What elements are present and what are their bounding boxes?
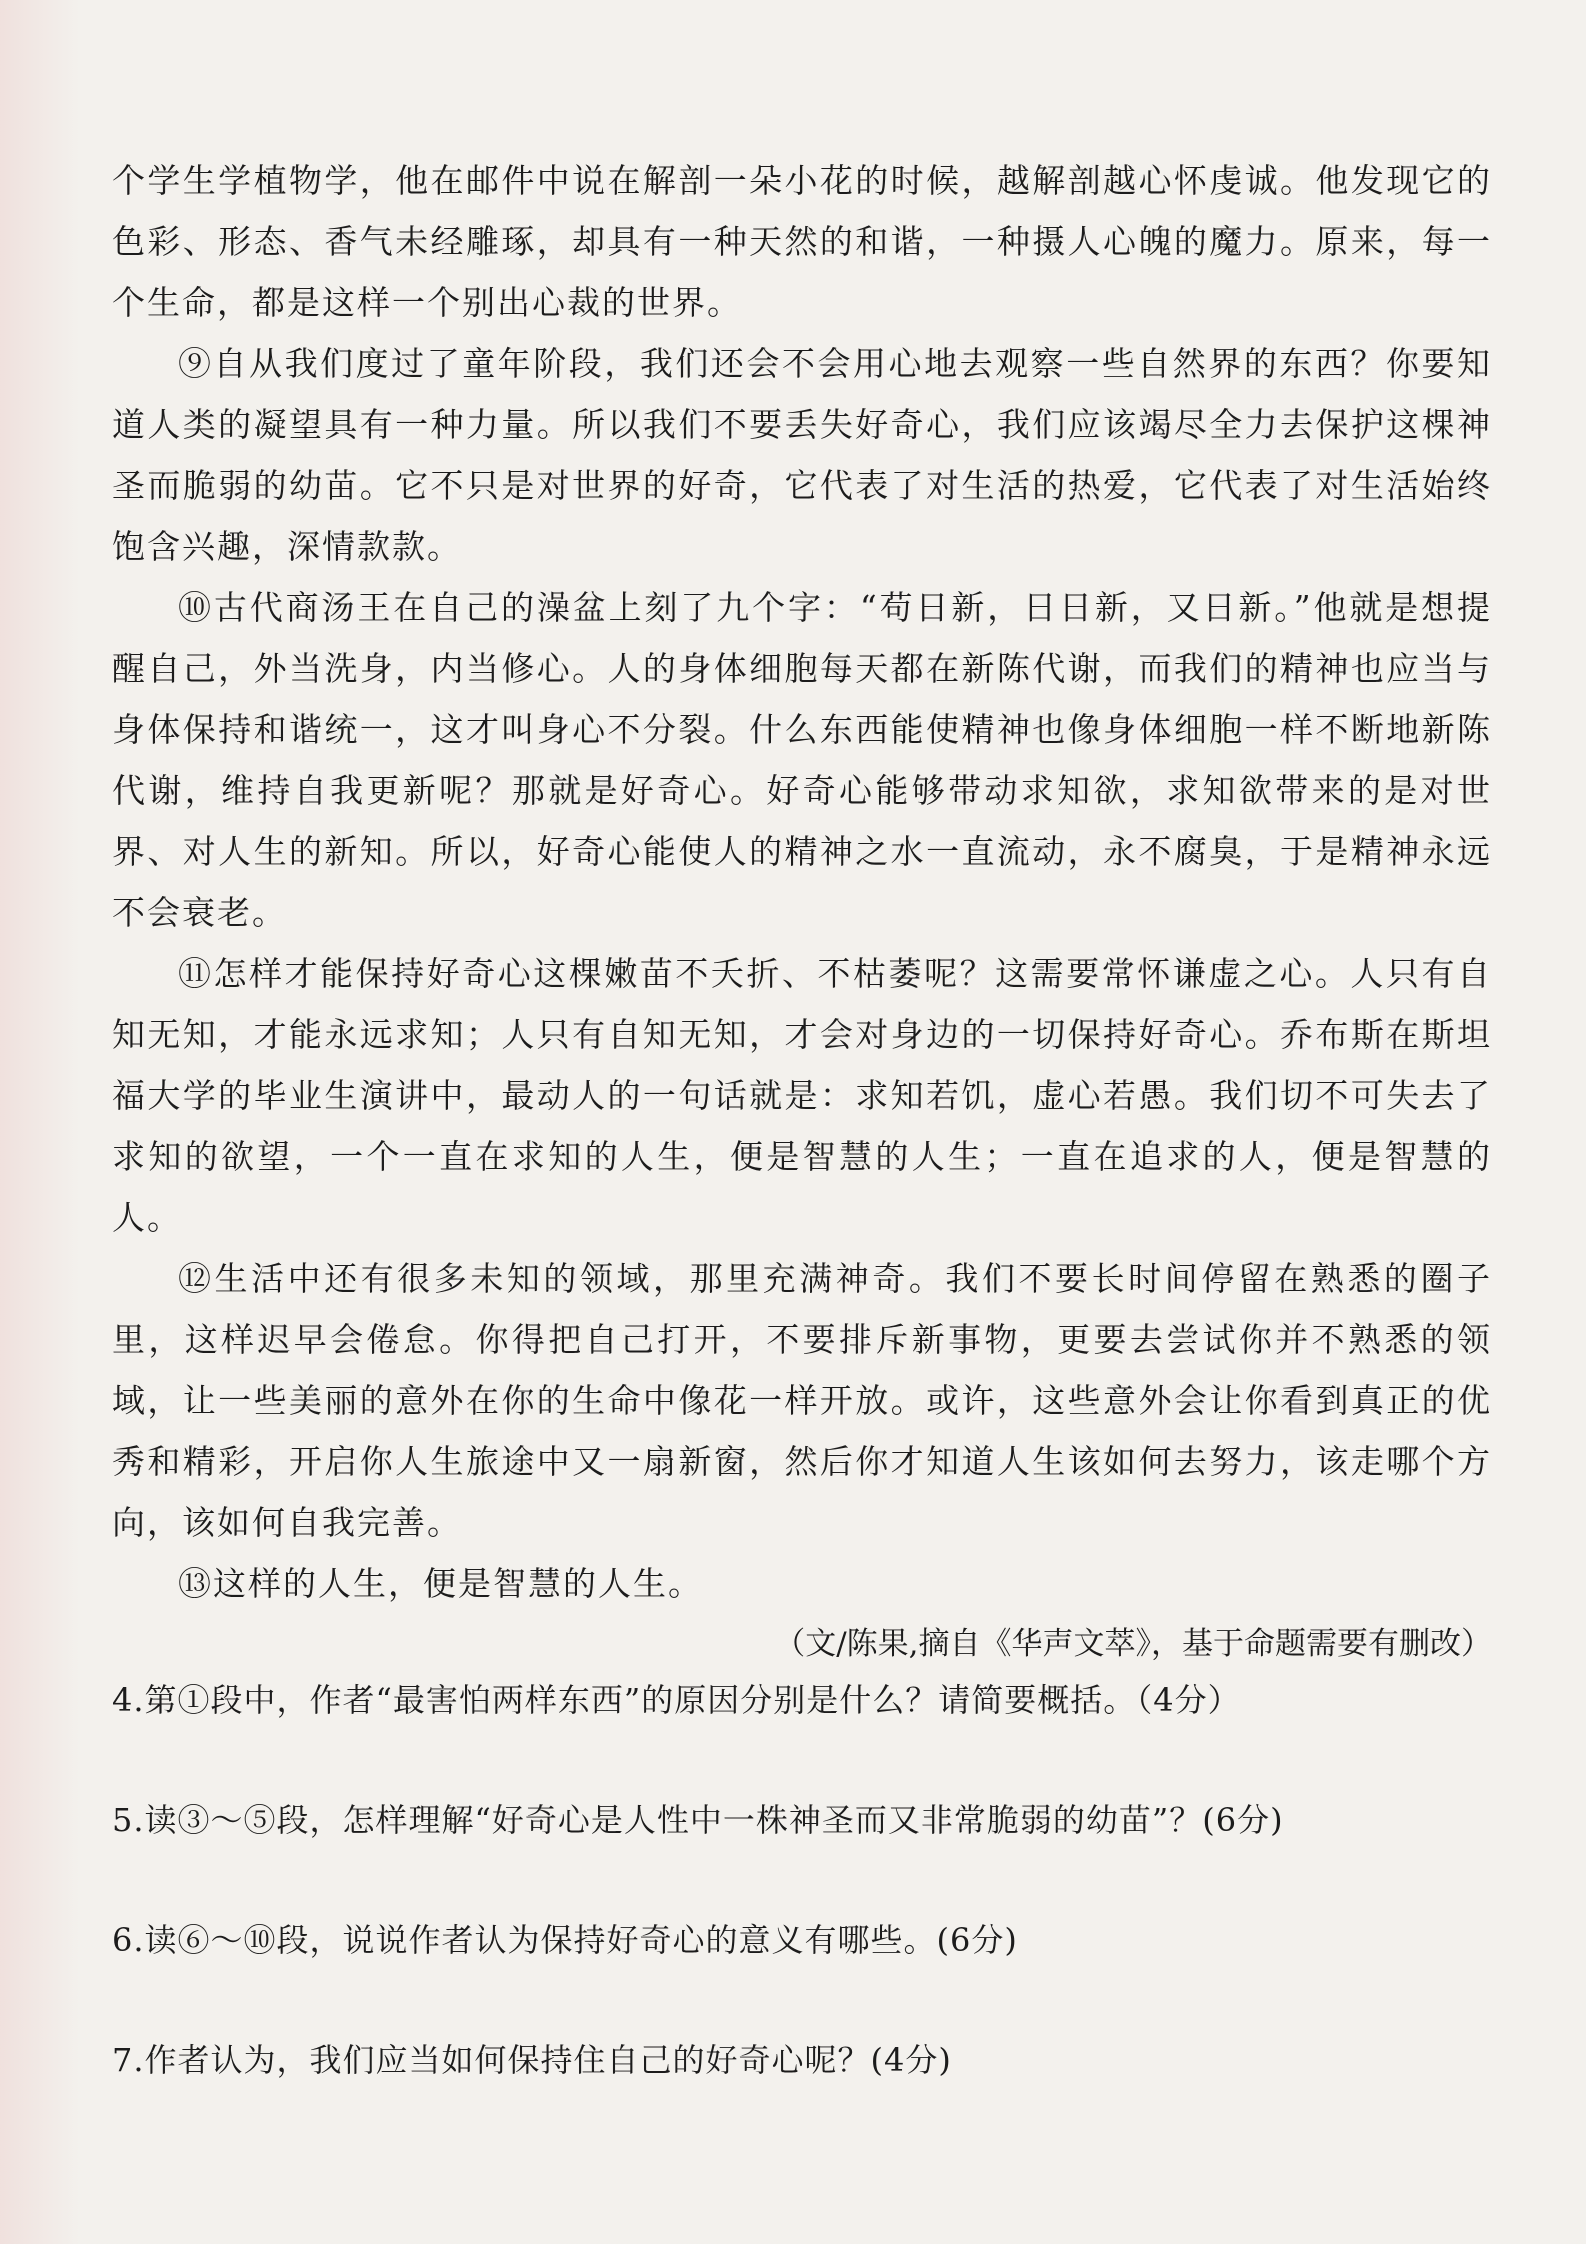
paragraph-12: ⑫生活中还有很多未知的领域，那里充满神奇。我们不要长时间停留在熟悉的圈子里，这样迟早会倦怠。你得把自己打开，不要排斥新事物，更要去尝试你并不熟悉的领域，让一些美丽的意外在你的生命中像花一样开放。或许，这些意外会让你看到真正的优秀和精彩，开启你人生旅途中又一扇新窗，然后你才知道人生该如何去努力，该走哪个方向，该如何自我完善。	[112, 1259, 1492, 1542]
source-attribution: （文/陈果,摘自《华声文萃》，基于命题需要有删改）	[774, 1626, 1492, 1662]
answer-space	[112, 1965, 1492, 2035]
exam-page	[112, 150, 1492, 2085]
paragraph-11: ⑪怎样才能保持好奇心这棵嫩苗不夭折、不枯萎呢？这需要常怀谦虚之心。人只有自知无知，才能永远求知；人只有自知无知，才会对身边的一切保持好奇心。乔布斯在斯坦福大学的毕业生演讲中，最动人的一句话就是：求知若饥，虚心若愚。我们切不可失去了求知的欲望，一个一直在求知的人生，便是智慧的人生；一直在追求的人，便是智慧的人。	[112, 954, 1492, 1237]
reading-passage	[112, 150, 1492, 1675]
answer-space	[112, 1725, 1492, 1795]
answer-space	[112, 1845, 1492, 1915]
paragraph-9: ⑨自从我们度过了童年阶段，我们还会不会用心地去观察一些自然界的东西？你要知道人类的凝望具有一种力量。所以我们不要丢失好奇心，我们应该竭尽全力去保护这棵神圣而脆弱的幼苗。它不只是对世界的好奇，它代表了对生活的热爱，它代表了对生活始终饱含兴趣，深情款款。	[112, 344, 1492, 566]
paragraph-13: ⑬这样的人生，便是智慧的人生。	[178, 1564, 703, 1603]
question-list	[112, 1675, 1492, 2085]
question-7: 7.作者认为，我们应当如何保持住自己的好奇心呢？(4分)	[112, 2041, 952, 2079]
question-6: 6.读⑥～⑩段，说说作者认为保持好奇心的意义有哪些。(6分)	[112, 1921, 1018, 1959]
question-5: 5.读③～⑤段，怎样理解“好奇心是人性中一株神圣而又非常脆弱的幼苗”？(6分)	[112, 1801, 1284, 1839]
paragraph-8-continued: 个学生学植物学，他在邮件中说在解剖一朵小花的时候，越解剖越心怀虔诚。他发现它的色彩、形态、香气未经雕琢，却具有一种天然的和谐，一种摄人心魄的魔力。原来，每一个生命，都是这样一个别出心裁的世界。	[112, 161, 1492, 322]
paragraph-10: ⑩古代商汤王在自己的澡盆上刻了九个字：“苟日新，日日新，又日新。”他就是想提醒自己，外当洗身，内当修心。人的身体细胞每天都在新陈代谢，而我们的精神也应当与身体保持和谐统一，这才叫身心不分裂。什么东西能使精神也像身体细胞一样不断地新陈代谢，维持自我更新呢？那就是好奇心。好奇心能够带动求知欲，求知欲带来的是对世界、对人生的新知。所以，好奇心能使人的精神之水一直流动，永不腐臭，于是精神永远不会衰老。	[112, 588, 1492, 932]
scan-edge-shadow	[0, 0, 80, 2244]
question-4: 4.第①段中，作者“最害怕两样东西”的原因分别是什么？请简要概括。（4分）	[112, 1681, 1241, 1719]
